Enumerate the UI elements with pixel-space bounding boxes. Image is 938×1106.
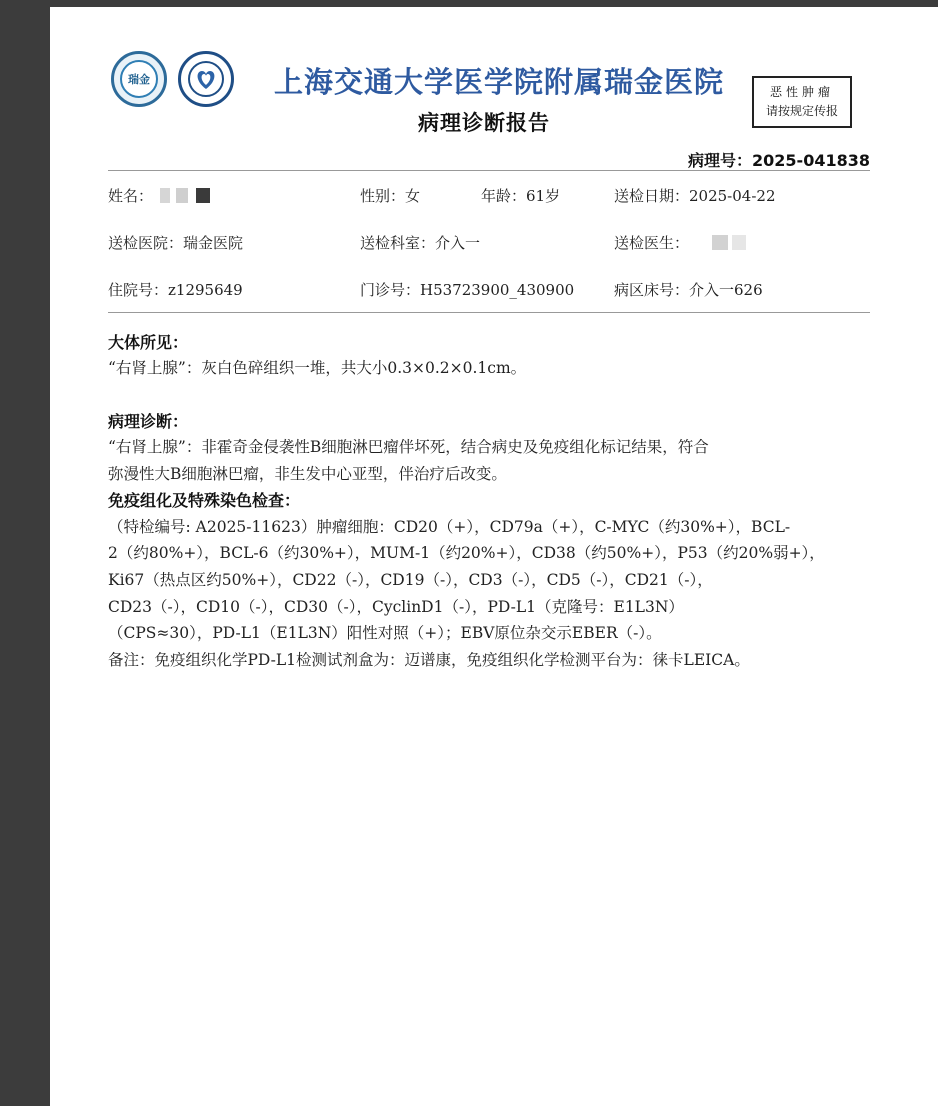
ward-bed-field: 病区床号：介入一626 (614, 281, 763, 299)
redacted-name (160, 188, 210, 207)
gross-label: 大体所见： (108, 333, 189, 352)
diagnosis-line: 弥漫性大B细胞淋巴瘤，非生发中心亚型，伴治疗后改变。 (108, 465, 507, 483)
ihc-line: Ki67（热点区约50%+），CD22（-），CD19（-），CD3（-），CD5（-），CD21（-）， (108, 571, 713, 589)
diagnosis-label: 病理诊断： (108, 412, 189, 431)
malignant-tumor-stamp (752, 76, 852, 128)
header-divider (108, 170, 870, 171)
age-field: 年龄：61岁 (481, 187, 561, 205)
report-page (50, 7, 938, 1106)
patient-name-field (108, 185, 210, 207)
report-title: 病理诊断报告 (418, 111, 550, 135)
hospital-name: 上海交通大学医学院附属瑞金医院 (274, 65, 725, 99)
ihc-label: 免疫组化及特殊染色检查： (108, 491, 301, 510)
stamp-line-1: 恶性肿瘤 (769, 85, 834, 99)
medical-school-logo (178, 51, 234, 107)
submit-doctor-field (614, 232, 746, 254)
name-label: 姓名： (108, 187, 154, 205)
pathology-number: 病理号：2025-041838 (688, 151, 870, 170)
heart-emblem-icon (187, 60, 225, 98)
ruijin-hospital-logo (111, 51, 167, 107)
info-divider (108, 312, 870, 313)
inpatient-number-field: 住院号：z1295649 (108, 281, 243, 299)
ihc-line: CD23（-），CD10（-），CD30（-），CyclinD1（-），PD-L1（克隆号：E1L3N） (108, 598, 684, 616)
submit-dept-field: 送检科室：介入一 (360, 234, 481, 252)
logo-text: 瑞金 (128, 73, 150, 86)
submit-date-field: 送检日期：2025-04-22 (614, 187, 776, 205)
gross-text: “右肾上腺”：灰白色碎组织一堆，共大小0.3×0.2×0.1cm。 (108, 359, 527, 377)
outpatient-number-field: 门诊号：H53723900_430900 (360, 281, 575, 299)
sex-field: 性别：女 (360, 187, 421, 205)
ihc-note: 备注：免疫组织化学PD-L1检测试剂盒为：迈谱康，免疫组织化学检测平台为：徕卡LEICA。 (108, 651, 750, 669)
ihc-line: （特检编号: A2025-11623）肿瘤细胞：CD20（+），CD79a（+），C-MYC（约30%+），BCL- (108, 518, 791, 536)
diagnosis-line: “右肾上腺”：非霍奇金侵袭性B细胞淋巴瘤伴坏死，结合病史及免疫组化标记结果，符合 (108, 438, 709, 456)
doctor-label: 送检医生： (614, 234, 690, 252)
redacted-doctor (712, 235, 746, 254)
logo-inner-ring (120, 60, 158, 98)
submit-hospital-field: 送检医院：瑞金医院 (108, 234, 244, 252)
ihc-line: 2（约80%+），BCL-6（约30%+），MUM-1（约20%+），CD38（约50%+），P53（约20%弱+）， (108, 544, 825, 562)
ihc-line: （CPS≈30），PD-L1（E1L3N）阳性对照（+）；EBV原位杂交示EBER（-）。 (108, 624, 662, 642)
stamp-line-2: 请按规定传报 (765, 104, 838, 118)
